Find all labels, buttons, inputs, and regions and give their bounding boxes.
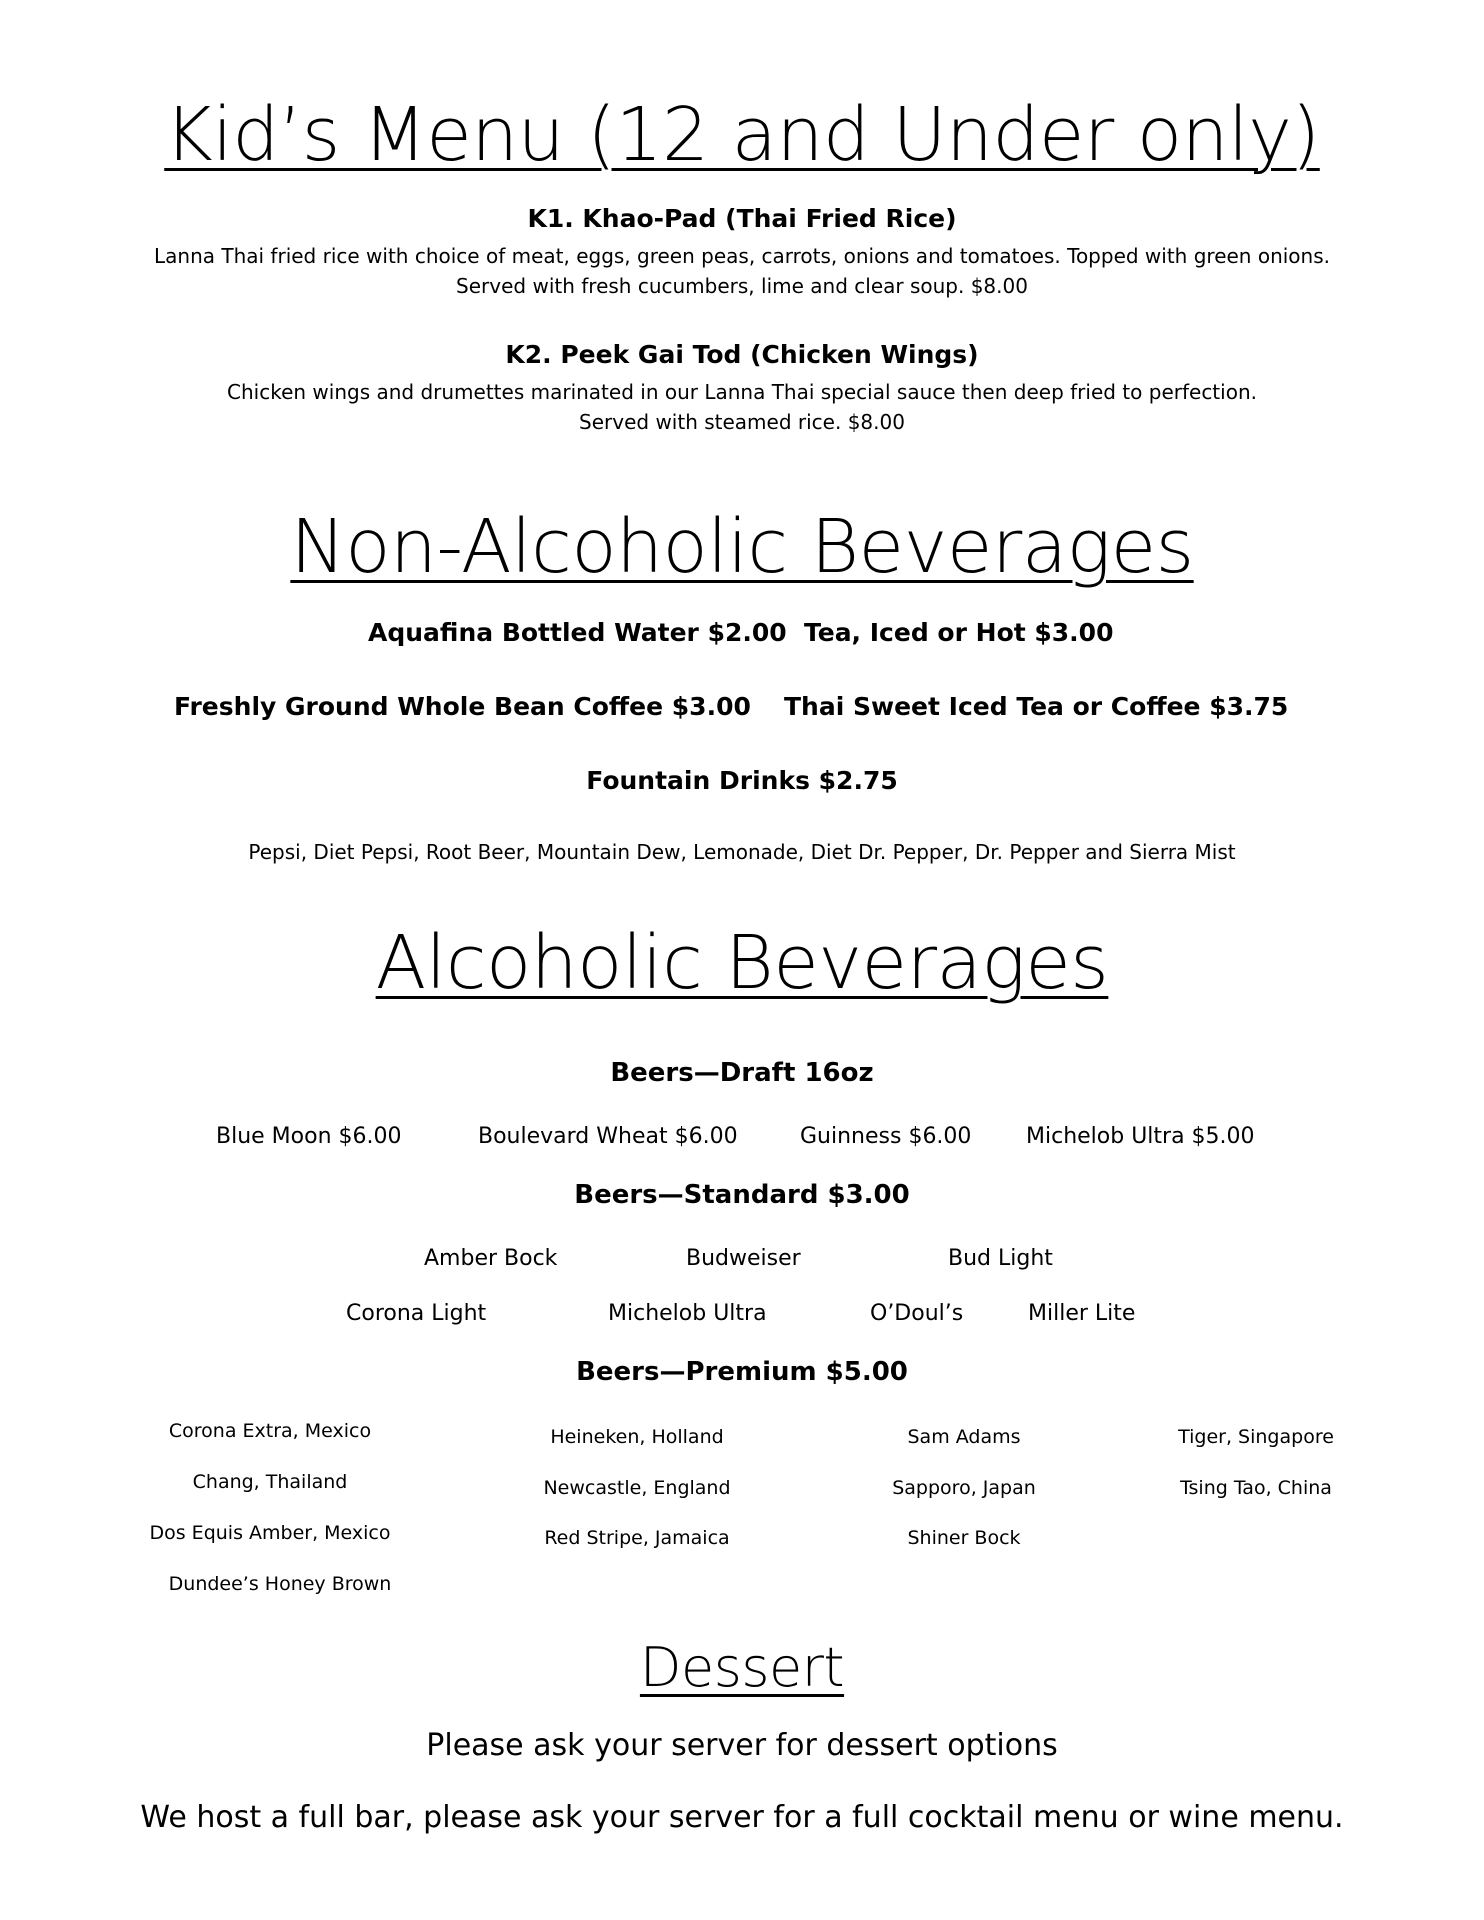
premium-beer-item: Dundee’s Honey Brown bbox=[168, 1573, 392, 1595]
standard-beer-item: Amber Bock bbox=[424, 1246, 558, 1271]
kids-item-k1-desc-line1: Lanna Thai fried rice with choice of meat, eggs, green peas, carrots, onions and tomatoes. Topped with green onions. bbox=[154, 244, 1330, 268]
premium-beer-item: Sam Adams bbox=[907, 1426, 1021, 1448]
draft-beer-item: Boulevard Wheat $6.00 bbox=[478, 1124, 738, 1149]
fountain-drinks-price: Fountain Drinks $2.75 bbox=[586, 766, 898, 795]
thai-tea-price: Thai Sweet Iced Tea or Coffee $3.75 bbox=[784, 692, 1289, 721]
tea-price: Tea, Iced or Hot $3.00 bbox=[804, 618, 1114, 647]
premium-beers-heading: Beers—Premium $5.00 bbox=[576, 1357, 908, 1387]
coffee-price: Freshly Ground Whole Bean Coffee $3.00 bbox=[174, 692, 751, 721]
premium-beer-item: Chang, Thailand bbox=[192, 1471, 348, 1493]
bottled-water-price: Aquafina Bottled Water $2.00 bbox=[368, 618, 787, 647]
premium-beer-item: Red Stripe, Jamaica bbox=[544, 1527, 730, 1549]
premium-beer-item: Shiner Bock bbox=[907, 1527, 1021, 1549]
draft-beer-item: Guinness $6.00 bbox=[800, 1124, 972, 1149]
kids-item-k2-name: K2. Peek Gai Tod (Chicken Wings) bbox=[505, 340, 979, 369]
draft-beer-item: Blue Moon $6.00 bbox=[216, 1124, 402, 1149]
premium-beer-item: Corona Extra, Mexico bbox=[168, 1420, 372, 1442]
alcoholic-title: Alcoholic Beverages bbox=[375, 920, 1109, 1006]
kids-item-k1-desc-line2: Served with fresh cucumbers, lime and clear soup. $8.00 bbox=[456, 274, 1028, 298]
standard-beer-item: Miller Lite bbox=[1028, 1301, 1136, 1326]
kids-item-k2-desc-line2: Served with steamed rice. $8.00 bbox=[579, 410, 905, 434]
premium-beer-item: Tsing Tao, China bbox=[1180, 1477, 1332, 1499]
standard-beer-item: O’Doul’s bbox=[870, 1301, 964, 1326]
standard-beer-item: Bud Light bbox=[948, 1246, 1053, 1271]
kids-menu-title: Kid’s Menu (12 and Under only) bbox=[164, 92, 1320, 178]
premium-beer-item: Tiger, Singapore bbox=[1178, 1426, 1334, 1448]
draft-beer-item: Michelob Ultra $5.00 bbox=[1026, 1124, 1255, 1149]
dessert-title: Dessert bbox=[639, 1636, 845, 1699]
standard-beer-item: Corona Light bbox=[346, 1301, 487, 1326]
standard-beers-heading: Beers—Standard $3.00 bbox=[574, 1180, 910, 1210]
full-bar-note: We host a full bar, please ask your server for a full cocktail menu or wine menu. bbox=[140, 1800, 1344, 1835]
standard-beer-item: Michelob Ultra bbox=[608, 1301, 767, 1326]
fountain-drinks-list: Pepsi, Diet Pepsi, Root Beer, Mountain Dew, Lemonade, Diet Dr. Pepper, Dr. Pepper and Sierra Mist bbox=[248, 840, 1236, 864]
dessert-note: Please ask your server for dessert options bbox=[426, 1728, 1058, 1763]
kids-item-k2-desc-line1: Chicken wings and drumettes marinated in our Lanna Thai special sauce then deep fried to perfection. bbox=[227, 380, 1257, 404]
premium-beer-item: Sapporo, Japan bbox=[892, 1477, 1036, 1499]
non-alcoholic-title: Non-Alcoholic Beverages bbox=[290, 504, 1194, 590]
kids-item-k1-name: K1. Khao-Pad (Thai Fried Rice) bbox=[527, 204, 957, 233]
draft-beers-heading: Beers—Draft 16oz bbox=[610, 1058, 874, 1088]
premium-beer-item: Dos Equis Amber, Mexico bbox=[149, 1522, 391, 1544]
premium-beer-item: Newcastle, England bbox=[543, 1477, 731, 1499]
premium-beer-item: Heineken, Holland bbox=[550, 1426, 724, 1448]
standard-beer-item: Budweiser bbox=[686, 1246, 801, 1271]
